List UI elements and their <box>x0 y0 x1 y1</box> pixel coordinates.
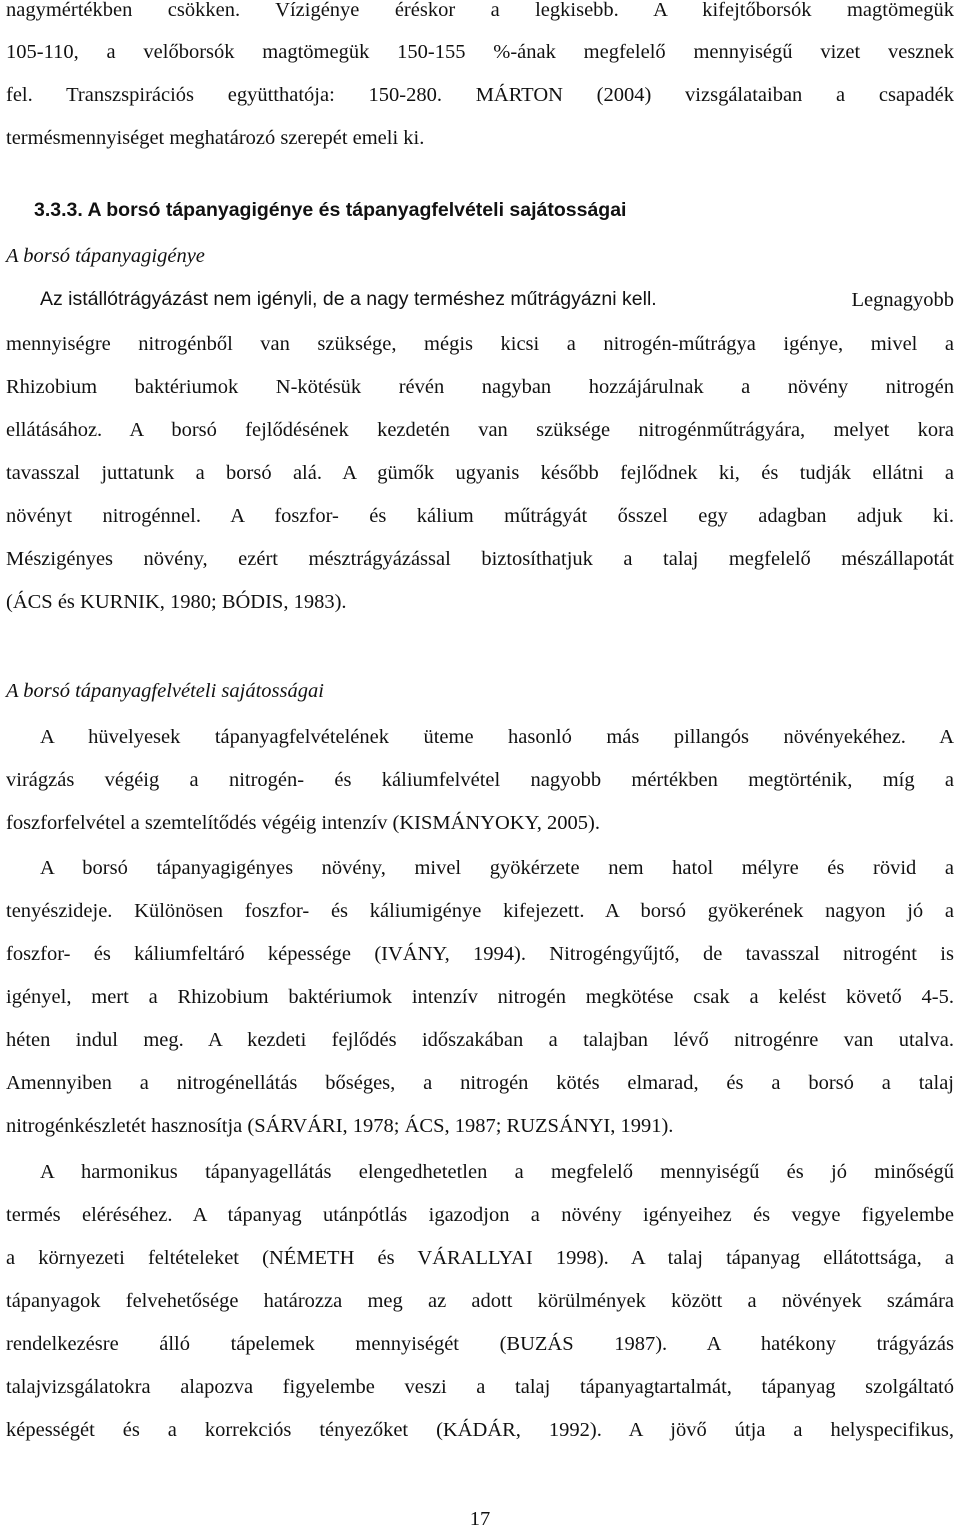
subheading-nutrient-uptake: A borsó tápanyagfelvételi sajátosságai <box>6 680 324 702</box>
text-line: A borsó tápanyagigényes növény, mivel gyökérzete nem hatol mélyre és rövid a <box>40 857 954 879</box>
text-line: a környezeti feltételeket (NÉMETH és VÁRALLYAI 1998). A talaj tápanyag ellátottsága, a <box>6 1247 954 1269</box>
text-line: igényel, mert a Rhizobium baktériumok intenzív nitrogén megkötése csak a kelést követő 4-5. <box>6 986 954 1008</box>
text-line: virágzás végéig a nitrogén- és káliumfelvétel nagyobb mértékben megtörténik, míg a <box>6 769 954 791</box>
text-line: talajvizsgálatokra alapozva figyelembe veszi a talaj tápanyagtartalmát, tápanyag szolgáltató <box>6 1376 954 1398</box>
text-line: Legnagyobb <box>851 289 954 311</box>
text-line: (ÁCS és KURNIK, 1980; BÓDIS, 1983). <box>6 591 347 613</box>
page-number: 17 <box>469 1508 491 1530</box>
text-line: tavasszal juttatunk a borsó alá. A gümők ugyanis később fejlődnek ki, és tudják ellátni a <box>6 462 954 484</box>
text-line: nagymértékben csökken. Vízigénye éréskor a legkisebb. A kifejtőborsók magtömegük <box>6 0 954 21</box>
text-line: 105-110, a velőborsók magtömegük 150-155 %-ának megfelelő mennyiségű vizet vesznek <box>6 41 954 63</box>
text-line: A hüvelyesek tápanyagfelvételének üteme hasonló más pillangós növényekéhez. A <box>40 726 954 748</box>
text-line: nitrogénkészletét hasznosítja (SÁRVÁRI, 1978; ÁCS, 1987; RUZSÁNYI, 1991). <box>6 1115 674 1137</box>
text-line: képességét és a korrekciós tényezőket (KÁDÁR, 1992). A jövő útja a helyspecifikus, <box>6 1419 954 1441</box>
text-line: termés eléréséhez. A tápanyag utánpótlás igazodjon a növény igényeihez és vegye figyelembe <box>6 1204 954 1226</box>
text-line: foszfor- és káliumfeltáró képessége (IVÁNY, 1994). Nitrogéngyűjtő, de tavasszal nitrogént is <box>6 943 954 965</box>
subheading-nutrient-demand: A borsó tápanyagigénye <box>6 245 205 267</box>
text-line: mennyiségre nitrogénből van szüksége, mégis kicsi a nitrogén-műtrágya igénye, mivel a <box>6 333 954 355</box>
text-line: tápanyagok felvehetősége határozza meg az adott körülmények között a növények számára <box>6 1290 954 1312</box>
intro-sentence: Az istállótrágyázást nem igényli, de a nagy terméshez műtrágyázni kell. <box>40 288 657 310</box>
text-line: foszforfelvétel a szemtelítődés végéig intenzív (KISMÁNYOKY, 2005). <box>6 812 600 834</box>
text-line: A harmonikus tápanyagellátás elengedhetetlen a megfelelő mennyiségű és jó minőségű <box>40 1161 954 1183</box>
text-line: Amennyiben a nitrogénellátás bőséges, a nitrogén kötés elmarad, és a borsó a talaj <box>6 1072 954 1094</box>
text-line: tenyészideje. Különösen foszfor- és káliumigénye kifejezett. A borsó gyökerének nagyon jó a <box>6 900 954 922</box>
text-line: rendelkezésre álló tápelemek mennyiségét (BUZÁS 1987). A hatékony trágyázás <box>6 1333 954 1355</box>
text-line: termésmennyiséget meghatározó szerepét emeli ki. <box>6 127 425 149</box>
text-line: Rhizobium baktériumok N-kötésük révén nagyban hozzájárulnak a növény nitrogén <box>6 376 954 398</box>
text-line: Mészigényes növény, ezért mésztrágyázással biztosíthatjuk a talaj megfelelő mészállapotát <box>6 548 954 570</box>
text-line: ellátásához. A borsó fejlődésének kezdetén van szüksége nitrogénműtrágyára, melyet kora <box>6 419 954 441</box>
section-heading: 3.3.3. A borsó tápanyagigénye és tápanyagfelvételi sajátosságai <box>34 199 627 221</box>
text-line: fel. Transzspirációs együtthatója: 150-280. MÁRTON (2004) vizsgálataiban a csapadék <box>6 84 954 106</box>
text-line: héten indul meg. A kezdeti fejlődés időszakában a talajban lévő nitrogénre van utalva. <box>6 1029 954 1051</box>
text-line: növényt nitrogénnel. A foszfor- és kálium műtrágyát ősszel egy adagban adjuk ki. <box>6 505 954 527</box>
